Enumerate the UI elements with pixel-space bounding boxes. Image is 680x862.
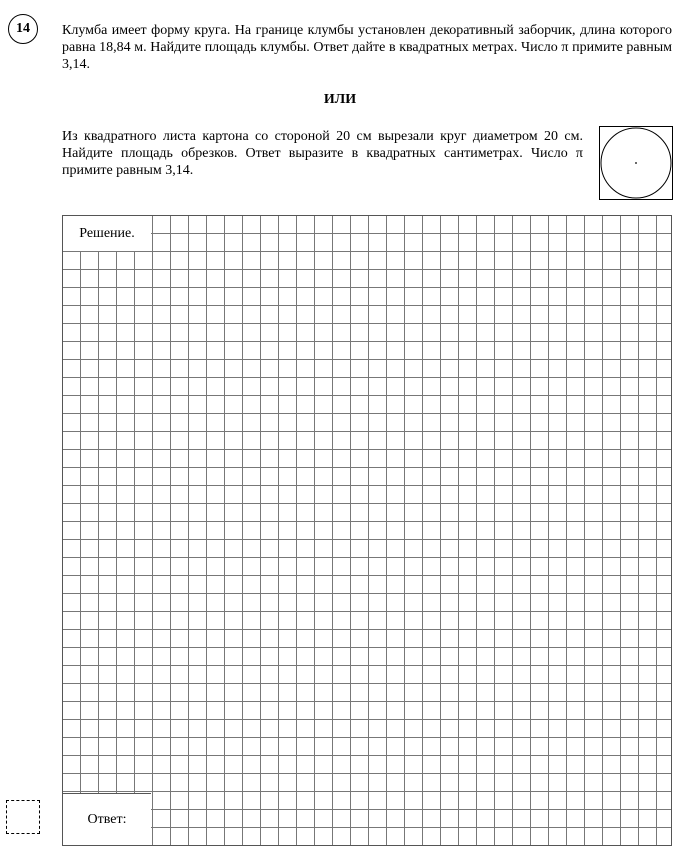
score-box[interactable] bbox=[6, 800, 40, 834]
question-number: 14 bbox=[8, 14, 38, 44]
task-text-2: Из квадратного листа картона со стороной 20 см вырезали круг диаметром 20 см. Найдите площадь обрезков. Ответ выразите в квадратных сантиметрах. Число π примите равным 3,14. bbox=[62, 129, 583, 178]
circle-inscribed-in-square-icon bbox=[600, 127, 672, 199]
or-separator: ИЛИ bbox=[323, 92, 357, 107]
square-with-circle-figure bbox=[599, 126, 673, 200]
solution-label: Решение. bbox=[63, 216, 151, 251]
answer-grid[interactable] bbox=[62, 215, 672, 846]
task-text-1: Клумба имеет форму круга. На границе клумбы установлен декоративный заборчик, длина которого равна 18,84 м. Найдите площадь клумбы. Ответ дайте в квадратных метрах. Число π примите равным 3,14. bbox=[62, 23, 672, 72]
answer-label: Ответ: bbox=[63, 793, 151, 845]
